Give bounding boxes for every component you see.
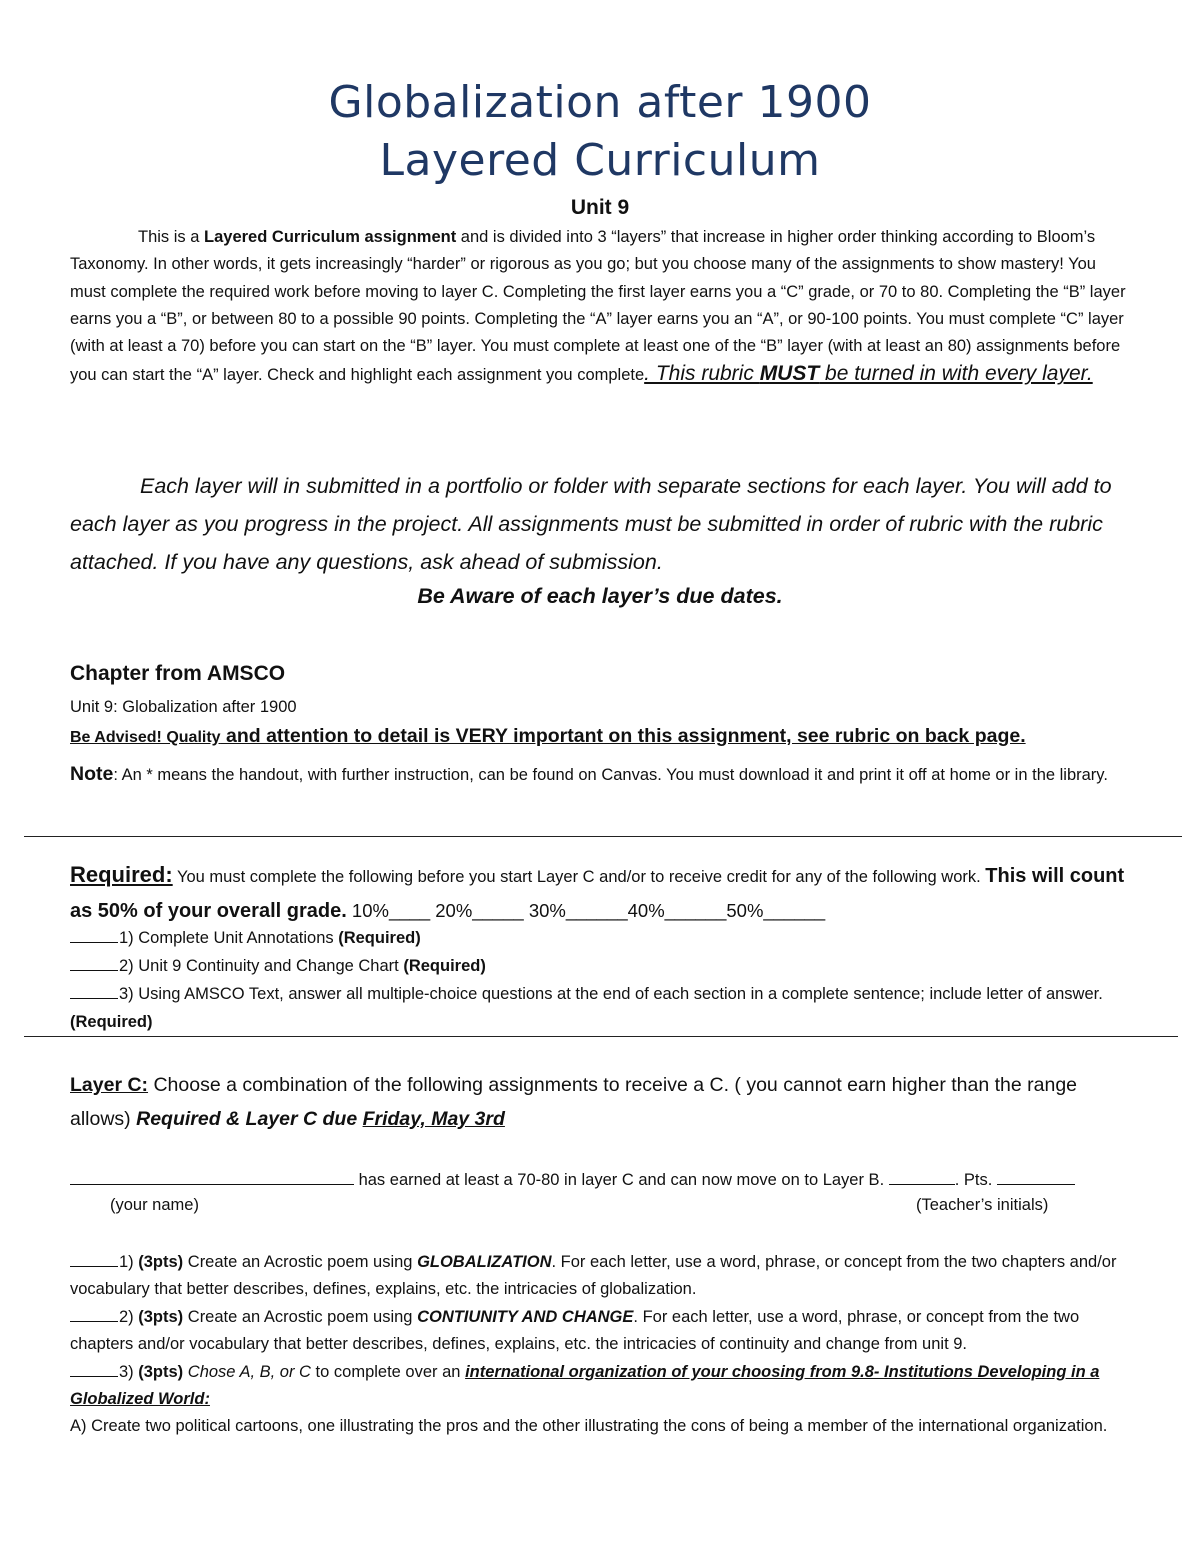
canvas-note: Note: An * means the handout, with further instruction, can be found on Canvas. You must download it and print it off at home or in the library.	[70, 763, 1108, 785]
checkbox-blank[interactable]	[70, 954, 118, 971]
page-title: Globalization after 1900	[328, 77, 872, 128]
checkbox-blank[interactable]	[70, 1250, 118, 1267]
list-item: 3) Using AMSCO Text, answer all multiple-choice questions at the end of each section in a complete sentence; include letter of answer. (Required)	[70, 980, 1130, 1036]
page-subtitle: Layered Curriculum	[379, 135, 821, 186]
grade-weight: This will count as 50% of your overall grade.	[70, 865, 1125, 922]
chapter-subtitle: Unit 9: Globalization after 1900	[70, 698, 297, 716]
divider	[24, 1036, 1178, 1037]
intro-paragraph: This is a Layered Curriculum assignment and is divided into 3 “layers” that increase in higher order thinking according to Bloom’s Taxonomy. In other words, it gets increasingly “harder” or rigorous as you go; but you choose many of the assignments to show mastery! You must complete the required work before moving to layer C. Completing the first layer earns you a “C” grade, or 70 to 80. Completing the “B” layer earns you a “B”, or between 80 to a possible 90 points. Completing the “A” layer earns you an “A”, or 90-100 points. You must complete “C” layer (with at least a 70) before you can start on the “B” layer. You must complete at least one of the “B” layer (with at least an 80) assignments before you can start the “A” layer. Check and highlight each assignment you complete. This rubric MUST be turned in with every layer.	[70, 228, 1126, 386]
checkbox-blank[interactable]	[70, 1305, 118, 1322]
advisory-note: Be Advised! Quality and attention to detail is VERY important on this assignment, see rubric on back page.	[70, 725, 1026, 747]
initials-caption: (Teacher’s initials)	[916, 1196, 1049, 1214]
layer-c-due: Required & Layer C due Friday, May 3rd	[136, 1108, 505, 1130]
name-field[interactable]	[70, 1168, 354, 1185]
organization-topic: international organization of your choosing from 9.8- Institutions Developing in a Globalized World:	[70, 1362, 1100, 1409]
list-item: 3) (3pts) Chose A, B, or C to complete over an international organization of your choosing from 9.8- Institutions Developing in a Globalized World:	[70, 1359, 1130, 1414]
list-item: 2) Unit 9 Continuity and Change Chart (Required)	[70, 952, 1130, 980]
checkbox-blank[interactable]	[70, 982, 118, 999]
rubric-warning: . This rubric MUST be turned in with every layer.	[644, 362, 1093, 386]
list-item: 2) (3pts) Create an Acrostic poem using CONTIUNITY AND CHANGE. For each letter, use a word, phrase, or concept from the two chapters and/or vocabulary that better describes, defines, explains, etc. the intricacies of continuity and change from unit 9.	[70, 1304, 1130, 1359]
progress-percents: 10%____ 20%_____ 30%______40%______50%______	[346, 900, 826, 921]
required-list	[70, 924, 1130, 1036]
layer-c-section: Layer C: Choose a combination of the following assignments to receive a C. ( you cannot earn higher than the range allows) Required & Layer C due Friday, May 3rd	[70, 1074, 1078, 1130]
intro-bold: Layered Curriculum assignment	[204, 228, 457, 246]
points-field[interactable]	[997, 1168, 1075, 1185]
initials-field[interactable]	[889, 1168, 955, 1185]
checkbox-blank[interactable]	[70, 1360, 118, 1377]
name-caption: (your name)	[110, 1196, 199, 1214]
list-item: 1) (3pts) Create an Acrostic poem using GLOBALIZATION. For each letter, use a word, phrase, or concept from the two chapters and/or vocabulary that better describes, defines, explains, etc. the intricacies of globalization.	[70, 1249, 1130, 1304]
layer-c-list	[70, 1249, 1130, 1441]
required-section: Required: You must complete the following before you start Layer C and/or to receive credit for any of the following work. This will count as 50% of your overall grade. 10%____ 20%_____ 30%______40%______50%______	[70, 862, 1125, 922]
due-dates-notice: Be Aware of each layer’s due dates.	[417, 584, 783, 608]
required-heading: Required:	[70, 862, 173, 887]
layer-c-heading: Layer C:	[70, 1074, 149, 1096]
portfolio-instructions: Each layer will in submitted in a portfolio or folder with separate sections for each layer. You will add to each layer as you progress in the project. All assignments must be submitted in order of rubric with the rubric attached. If you have any questions, ask ahead of submission.	[70, 474, 1112, 574]
divider	[24, 836, 1182, 837]
chapter-heading: Chapter from AMSCO	[70, 662, 286, 685]
unit-label: Unit 9	[570, 196, 630, 219]
signoff-line: has earned at least a 70-80 in layer C and can now move on to Layer B. . Pts.	[70, 1168, 1130, 1190]
list-item: 1) Complete Unit Annotations (Required)	[70, 924, 1130, 952]
option-a: A) Create two political cartoons, one illustrating the pros and the other illustrating the cons of being a member of the international organization.	[70, 1417, 1108, 1436]
checkbox-blank[interactable]	[70, 926, 118, 943]
